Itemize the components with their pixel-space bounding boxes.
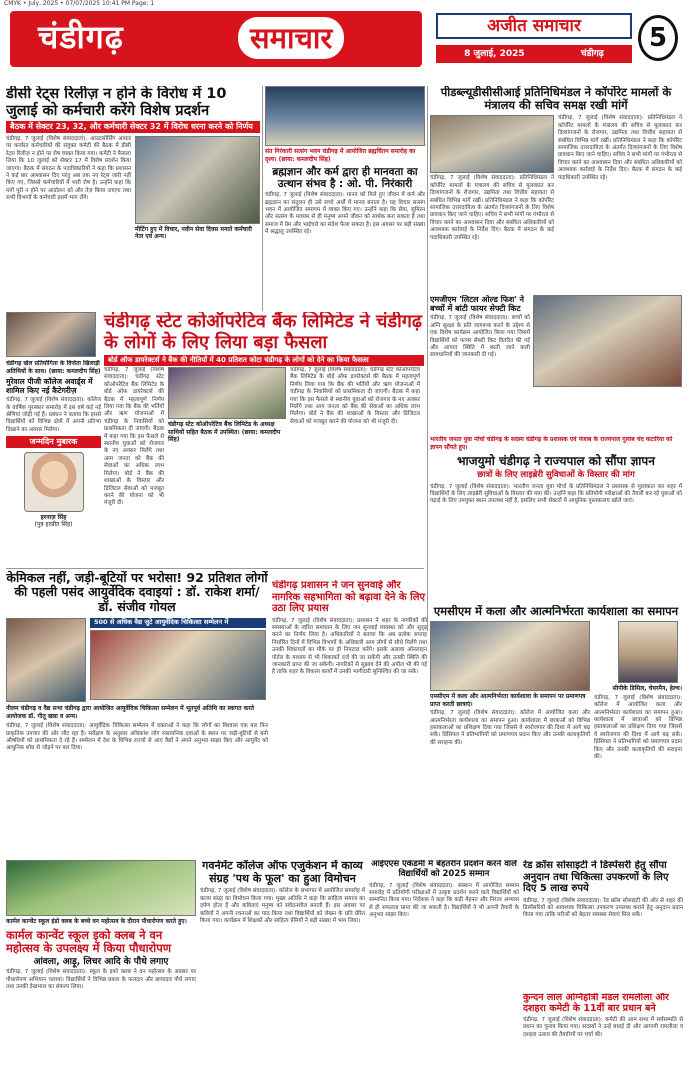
article-body: चंडीगढ़, 7 जुलाई (विशेष संवाददाता): रेड क्रॉस सोसाइटी की ओर से शहर की डिस्पेंसरियों को आवश्यक चिकित्सा उपकरण उपलब्ध कराने हेतु अनुदान प्रदान किया गया ताकि मरीजों को बेहतर स्वास्थ्य सेवाएं मिल सकें। <box>523 897 683 919</box>
news-photo <box>265 86 425 146</box>
portrait-caption: सीपीके डिसिल, चेयरमैन, हेल्थ। <box>612 685 682 693</box>
paper-masthead <box>430 11 680 67</box>
news-photo <box>430 621 590 691</box>
article-body: चंडीगढ़, 7 जुलाई (विशेष संवाददाता): आउटसोर्सिंग आधार पर कार्यरत कर्मचारियों की संयुक्त कमेटी की बैठक में डीसी रेट्स रिलीज़ न होने पर रोष व्यक्त किया गया। कमेटी ने फैसला लिया कि 10 जुलाई को सेक्टर 17 में विशेष प्रदर्शन किया जाएगा। बैठक में संगठन के पदाधिकारियों ने कहा कि प्रशासन ने कई बार आश्वासन दिए परंतु अब तक नए रेट्स जारी नहीं किए गए, जिससे कर्मचारियों में भारी रोष है। उन्होंने कहा कि मांगें पूरी न होने पर आंदोलन को और तेज़ किया जाएगा तथा सभी विभागों के कर्मचारी इसमें भाग लेंगे। <box>6 135 131 202</box>
photo-caption: चंडीगढ़ खेल प्रतियोगिता के विजेता खिलाड़ी अतिथियों के साथ। (छाया: कमलदीप सिंह) <box>6 360 101 375</box>
news-photo <box>533 295 682 387</box>
headline: चंडीगढ़ स्टेट कोऑपरेटिव बैंक लिमिटेड ने चंडीगढ़ के लोगों के लिए लिया बड़ा फैसला <box>104 312 423 353</box>
article-carmel-convent <box>6 860 196 1088</box>
article-pwd-delegation <box>430 86 682 291</box>
article-fire-safety <box>430 295 530 433</box>
headline: रेड क्रॉस सोसाइटी ने डिस्पेंसरी हेतु सौंपा अनुदान तथा चिकित्सा उपकरणों के लिए दिए 5 लाख रुपये <box>523 860 669 894</box>
section-rule <box>6 568 424 569</box>
headline: एमसीएम में कला और आत्मनिर्भरता कार्यशाला का समापन <box>433 605 679 618</box>
article-body: चंडीगढ़, 7 जुलाई (विशेष संवाददाता): मानव को मिले हुए जीवन में कर्म और ब्रह्मज्ञान का संतुलन ही उसे सच्चे अर्थों में मानव बनाता है। यह विचार सत्संग भवन में आयोजित समागम में व्यक्त किए गए। उन्होंने कहा कि सेवा, सुमिरन और सत्संग के माध्यम से ही मनुष्य अपने जीवन को सार्थक बना सकता है तथा समाज में प्रेम और भाईचारे का संदेश फैला सकता है। इस अवसर पर बड़ी संख्या में श्रद्धालु उपस्थित रहे। <box>265 192 425 236</box>
headline: पीडब्ल्यूडीसीसीआई प्रतिनिधिमंडल ने कॉर्पोरेट मामलों के मंत्रालय की सचिव समक्ष रखी मांगें <box>440 86 672 113</box>
article-body: चंडीगढ़, 7 जुलाई (विशेष संवाददाता): चंडीगढ़ स्टेट कोऑपरेटिव बैंक लिमिटेड के बोर्ड ऑफ डायरेक्टर्स की बैठक में महत्वपूर्ण निर्णय लिया गया कि बैंक की भर्तियों और ऋण योजनाओं में चंडीगढ़ के निवासियों को प्राथमिकता दी जाएगी। बैठक में कहा गया कि इस फैसले से स्थानीय युवाओं को रोजगार के नए अवसर मिलेंगे तथा आम जनता को बैंक की सेवाओं का अधिक लाभ मिलेगा। बोर्ड ने बैंक की शाखाओं के विस्तार और डिजिटल सेवाओं को मजबूत करने की योजना को भी मंजूरी दी। <box>104 367 164 507</box>
news-photo <box>6 860 196 916</box>
page-number: 5 <box>638 15 678 61</box>
article-redcross <box>523 860 683 990</box>
section-title-right: समाचार <box>238 17 344 59</box>
news-photo <box>168 367 286 419</box>
photo-caption: एमसीएम में कला और आत्मनिर्भरता कार्यशाला के समापन पर प्रमाणपत्र प्राप्त करती छात्राएं। <box>430 693 586 708</box>
issue-date: 8 जुलाई, 2025 <box>464 49 525 59</box>
subheadline: छात्रों के लिए लाइब्रेरी सुविधाओं के विस्तार की मांग <box>477 469 635 480</box>
article-body: चंडीगढ़, 7 जुलाई (विशेष संवाददाता): कमेटी की आम सभा में सर्वसम्मति से प्रधान का चुनाव किया गया। सदस्यों ने उन्हें बधाई दी और आगामी रामलीला व दशहरा उत्सव की तैयारियों पर चर्चा की। <box>523 1016 683 1038</box>
print-slug: CMYK • July, 2025 • 07/07/2025 10:41 PM Page: 1 <box>4 0 155 7</box>
strapline: बैठक में सेक्टर 23, 32, और कर्मचारी सेक्टर 32 में विरोध धरना करने को निर्णय <box>6 121 260 133</box>
article-body: चंडीगढ़, 7 जुलाई (विशेष संवाददाता): भारतीय जनता युवा मोर्चा के प्रतिनिधिमंडल ने प्रशासक से मुलाकात कर शहर में विद्यार्थियों के लिए लाइब्रेरी सुविधाओं के विस्तार की मांग की। उन्होंने कहा कि प्रतियोगी परीक्षाओं की तैयारी कर रहे युवाओं को पढ़ाई के लिए उपयुक्त स्थान उपलब्ध नहीं है, इसलिए सभी सेक्टरों में आधुनिक पुस्तकालय खोले जाएं। <box>430 483 682 505</box>
article-poetry-book <box>200 860 365 1088</box>
article-ias-result <box>369 860 519 1088</box>
article-kundan-lal <box>523 993 683 1088</box>
article-body: चंडीगढ़, 7 जुलाई (विशेष संवाददाता): कॉलेज के सभागार में आयोजित समारोह में काव्य संग्रह का विमोचन किया गया। मुख्य अतिथि ने कहा कि साहित्य समाज का दर्पण होता है और कविताएं मनुष्य को संवेदनशील बनाती हैं। इस अवसर पर कवियों ने अपनी रचनाओं का पाठ किया तथा विद्यार्थियों को लेखन के प्रति प्रेरित किया गया। कार्यक्रम में शिक्षकों और साहित्य प्रेमियों ने बड़ी संख्या में भाग लिया। <box>200 888 365 924</box>
news-photo <box>90 630 266 700</box>
headline: कार्मल कान्वेंट स्कूल इको क्लब ने वन महोत्सव के उपलक्ष्य में किया पौधारोपण <box>6 927 172 955</box>
headline: डीसी रेट्स रिलीज़ न होने के विरोध में 10 जुलाई को कर्मचारी करेंगे विशेष प्रदर्शन <box>6 86 227 119</box>
child-photo <box>24 452 84 512</box>
photo-caption: संत निरंकारी सत्संग भवन चंडीगढ़ में आयोजित ब्रह्मचिंतन समारोह का दृश्य। (छाया: कमलदीप सिंह) <box>265 148 416 163</box>
article-body: चंडीगढ़, 7 जुलाई (विशेष संवाददाता): स्कूल के इको क्लब ने वन महोत्सव के अवसर पर पौधारोपण अभियान चलाया। विद्यार्थियों ने विभिन्न प्रकार के फलदार और छायादार पौधे लगाए तथा उनकी देखभाल का संकल्प लिया। <box>6 969 196 991</box>
article-bhajpa-memorandum <box>430 436 682 601</box>
article-art-workshop <box>430 605 682 850</box>
date-strip <box>436 45 632 63</box>
subheadline: आंवला, आड़ू, लिचर आदि के पौधे लगाए <box>33 956 169 967</box>
headline: केमिकल नहीं, जड़ी-बूटियों पर भरोसा! 92 प्रतिशत लोगों की पहली पसंद आयुर्वेदिक दवाइयां : डॉ. राकेश शर्मा/ डॉ. संजीव गोयल <box>6 571 268 614</box>
headline: चंडीगढ़ प्रशासन ने जन सुनवाई और नागरिक सहभागिता को बढ़ावा देने के लिए उठा लिए प्रयास <box>272 580 426 614</box>
headline: ब्रह्मज्ञान और कर्म द्वारा ही मानवता का उत्थान संभव है : ओ. पी. निरंकारी <box>272 166 418 191</box>
birthday-box <box>6 436 101 566</box>
article-body: चंडीगढ़, 7 जुलाई (विशेष संवाददाता): बच्चों को अग्नि सुरक्षा के प्रति जागरूक करने के उद्देश्य से एक विशेष कार्यक्रम आयोजित किया गया जिसमें विद्यार्थियों को फायर सेफ्टी किट वितरित की गईं और आपात स्थिति में बरती जाने वाली सावधानियों की जानकारी दी गई। <box>430 315 530 359</box>
inset-title: 500 से अधिक वैद्य जुटे आयुर्वेदिक चिकित्सा सम्मेलन में <box>90 618 266 628</box>
article-body: चंडीगढ़, 7 जुलाई (विशेष संवाददाता): प्रतिनिधिमंडल ने कॉर्पोरेट मामलों के मंत्रालय की सचिव से मुलाकात कर दिव्यांगजनों के रोजगार, उद्यमिता तथा वित्तीय सहायता से संबंधित विभिन्न मांगें रखीं। प्रतिनिधिमंडल ने कहा कि कॉर्पोरेट सामाजिक उत्तरदायित्व के अंतर्गत दिव्यांगजनों के लिए विशेष प्रावधान किए जाने चाहिए। सचिव ने सभी मांगों पर गंभीरता से विचार करने का आश्वासन दिया और संबंधित अधिकारियों को आवश्यक कार्रवाई के निर्देश दिए। बैठक में संगठन के कई पदाधिकारी उपस्थित रहे। <box>430 175 554 241</box>
article-body-continued: चंडीगढ़, 7 जुलाई (विशेष संवाददाता): प्रतिनिधिमंडल ने कॉर्पोरेट मामलों के मंत्रालय की सचिव से मुलाकात कर दिव्यांगजनों के रोजगार, उद्यमिता तथा वित्तीय सहायता से संबंधित विभिन्न मांगें रखीं। प्रतिनिधिमंडल ने कहा कि कॉर्पोरेट सामाजिक उत्तरदायित्व के अंतर्गत दिव्यांगजनों के लिए विशेष प्रावधान किए जाने चाहिए। सचिव ने सभी मांगों पर गंभीरता से विचार करने का आश्वासन दिया और संबंधित अधिकारियों को आवश्यक कार्रवाई के निर्देश दिए। बैठक में संगठन के कई पदाधिकारी उपस्थित रहे। <box>558 115 682 181</box>
article-ayurveda <box>6 571 268 856</box>
photo-caption: चंडीगढ़ स्टेट कोऑपरेटिव बैंक लिमिटेड के अध्यक्ष साथियों सहित बैठक में उपस्थित। (छाया: कमलदीप सिंह) <box>168 421 281 443</box>
headline: गवर्नमेंट कॉलेज ऑफ एजुकेशन में काव्य संग्रह 'पथ के फूल' का हुआ विमोचन <box>202 860 363 885</box>
section-title-left: चंडीगढ़ <box>38 18 124 56</box>
headline: आईएएस एकेडमी में बेहतरीन प्रदर्शन करने वाले विद्यार्थियों को 2025 सम्मान <box>371 860 517 879</box>
headline: मुरेवाल पीजी कॉलेज अवार्ड्स में शामिल किए नई कैटेगरीज़ <box>6 377 93 395</box>
article-body: चंडीगढ़, 7 जुलाई (विशेष संवाददाता): आयुर्वेदिक चिकित्सा सम्मेलन में वक्ताओं ने कहा कि लोगों का विश्वास एक बार फिर प्राकृतिक उपचार की ओर लौट रहा है। सर्वेक्षण के अनुसार अधिकांश लोग रासायनिक दवाओं के स्थान पर जड़ी-बूटियों से बनी औषधियों को प्राथमिकता दे रहे हैं। सम्मेलन में देश के विभिन्न राज्यों से आए वैद्यों ने अपने अनुभव साझा किए और आयुर्वेद को आधुनिक शोध से जोड़ने पर बल दिया। <box>6 723 268 752</box>
edition-city: चंडीगढ़ <box>580 49 604 59</box>
column-rule <box>427 86 428 631</box>
article-body: चंडीगढ़, 7 जुलाई (विशेष संवाददाता): कॉलेज में आयोजित कला और आत्मनिर्भरता कार्यशाला का समापन हुआ। कार्यशाला में छात्राओं को विभिन्न हस्तकलाओं का प्रशिक्षण दिया गया जिससे वे स्वरोजगार की दिशा में आगे बढ़ सकें। प्रिंसिपल ने प्रतिभागियों को प्रमाणपत्र प्रदान किए और उनकी कलाकृतियों की सराहना की। <box>430 710 590 746</box>
photo-caption: नीलम चंडीगढ़ व वैद्य सभा चंडीगढ़ द्वारा आयोजित आयुर्वेदिक चिकित्सा सम्मेलन में भूतपूर्व अतिथि का स्वागत करते आयोजक डॉ. गीतू खन्ना व अन्य। <box>6 705 255 720</box>
article-bank-body <box>104 367 424 507</box>
column-rule <box>262 86 263 311</box>
news-photo <box>6 618 86 702</box>
birthday-name: हरनाज़ सिंह <box>40 513 67 521</box>
headline: एमजीएम 'लिटल ओल्ड फिश' ने बच्चों में बांटी फायर सेफ्टी किट <box>430 295 524 314</box>
strapline: बोर्ड ऑफ डायरेक्टर्स ने बैंक की नीतियों में 40 प्रतिशत कोटा चंडीगढ़ के लोगों को देने का किया फैसला <box>104 355 424 365</box>
article-body-continued: चंडीगढ़, 7 जुलाई (विशेष संवाददाता): कॉलेज में आयोजित कला और आत्मनिर्भरता कार्यशाला का समापन हुआ। कार्यशाला में छात्राओं को विभिन्न हस्तकलाओं का प्रशिक्षण दिया गया जिससे वे स्वरोजगार की दिशा में आगे बढ़ सकें। प्रिंसिपल ने प्रतिभागियों को प्रमाणपत्र प्रदान किए और उनकी कलाकृतियों की सराहना की। <box>594 694 682 760</box>
birthday-detail: (पुत्र हरप्रीत सिंह) <box>34 521 73 529</box>
photo-caption: भारतीय जनता युवा मोर्चा चंडीगढ़ के सदस्य चंडीगढ़ के प्रशासक एवं पंजाब के राज्यपाल गुलाब चंद कटारिया को ज्ञापन सौंपते हुए। <box>430 436 673 451</box>
article-da-protest <box>6 86 260 310</box>
news-photo <box>6 312 96 357</box>
headline: कुन्दन लाल अग्निहोत्री मंडल रामलीला और दशहरा कमेटी के 11वीं बार प्रधान बने <box>523 993 669 1014</box>
news-photo <box>430 115 554 173</box>
article-nirankari <box>265 86 425 311</box>
photo-caption: कार्मल कान्वेंट स्कूल इंडो क्लब के बच्चे वन महोत्सव के दौरान पौधारोपण करते हुए। <box>6 918 187 925</box>
article-body: चंडीगढ़, 7 जुलाई (विशेष संवाददाता): संस्थान में आयोजित सम्मान समारोह में प्रतियोगी परीक्षाओं में उत्कृष्ट प्रदर्शन करने वाले विद्यार्थियों को सम्मानित किया गया। निदेशक ने कहा कि कड़ी मेहनत और निरंतर अभ्यास से ही सफलता प्राप्त की जा सकती है। विद्यार्थियों ने भी अपनी तैयारी के अनुभव साझा किए। <box>369 882 519 919</box>
birthday-title: जन्मदिन मुबारक <box>6 436 101 448</box>
article-body: चंडीगढ़, 7 जुलाई (विशेष संवाददाता): प्रशासन ने शहर के नागरिकों की समस्याओं के त्वरित समाधान के लिए जन सुनवाई व्यवस्था को और सुदृढ़ करने का निर्णय लिया है। अधिकारियों ने बताया कि अब प्रत्येक सप्ताह निर्धारित दिनों में विभिन्न विभागों के अधिकारी आम लोगों से सीधे मिलेंगे तथा उनकी शिकायतों का मौके पर ही निपटारा करेंगे। इसके अलावा ऑनलाइन पोर्टल के माध्यम से भी शिकायतें दर्ज की जा सकेंगी और उनकी स्थिति की जानकारी प्राप्त की जा सकेगी। नागरिकों से सुझाव देने की अपील भी की गई है ताकि शहर के विकास कार्यों में उनकी भागीदारी सुनिश्चित की जा सके। <box>272 617 427 676</box>
article-body-continued: चंडीगढ़, 7 जुलाई (विशेष संवाददाता): चंडीगढ़ स्टेट कोऑपरेटिव बैंक लिमिटेड के बोर्ड ऑफ डायरेक्टर्स की बैठक में महत्वपूर्ण निर्णय लिया गया कि बैंक की भर्तियों और ऋण योजनाओं में चंडीगढ़ के निवासियों को प्राथमिकता दी जाएगी। बैठक में कहा गया कि इस फैसले से स्थानीय युवाओं को रोजगार के नए अवसर मिलेंगे तथा आम जनता को बैंक की सेवाओं का अधिक लाभ मिलेगा। बोर्ड ने बैंक की शाखाओं के विस्तार और डिजिटल सेवाओं को मजबूत करने की योजना को भी मंजूरी दी। <box>290 367 420 425</box>
paper-name: अजीत समाचार <box>436 13 632 39</box>
article-body: चंडीगढ़, 7 जुलाई (विशेष संवाददाता): कॉलेज के वार्षिक पुरस्कार समारोह में इस वर्ष कई नई श्रेणियां जोड़ी गई हैं। प्रबंधन ने बताया कि इससे विद्यार्थियों को विभिन्न क्षेत्रों में अपनी प्रतिभा दिखाने का अवसर मिलेगा। <box>6 397 101 433</box>
photo-caption: मीटिंग हुए में विचार, नवीन सेवा दिवस मनाते कर्मचारी नेता एवं अन्य। <box>135 225 252 241</box>
article-citizen-participation <box>272 580 427 830</box>
portrait-photo <box>618 621 678 683</box>
section-banner <box>10 11 422 67</box>
news-photo <box>135 136 260 224</box>
headline: भाजयुमो चंडीगढ़ ने राज्यपाल को सौंपा ज्ञापन <box>457 454 655 468</box>
